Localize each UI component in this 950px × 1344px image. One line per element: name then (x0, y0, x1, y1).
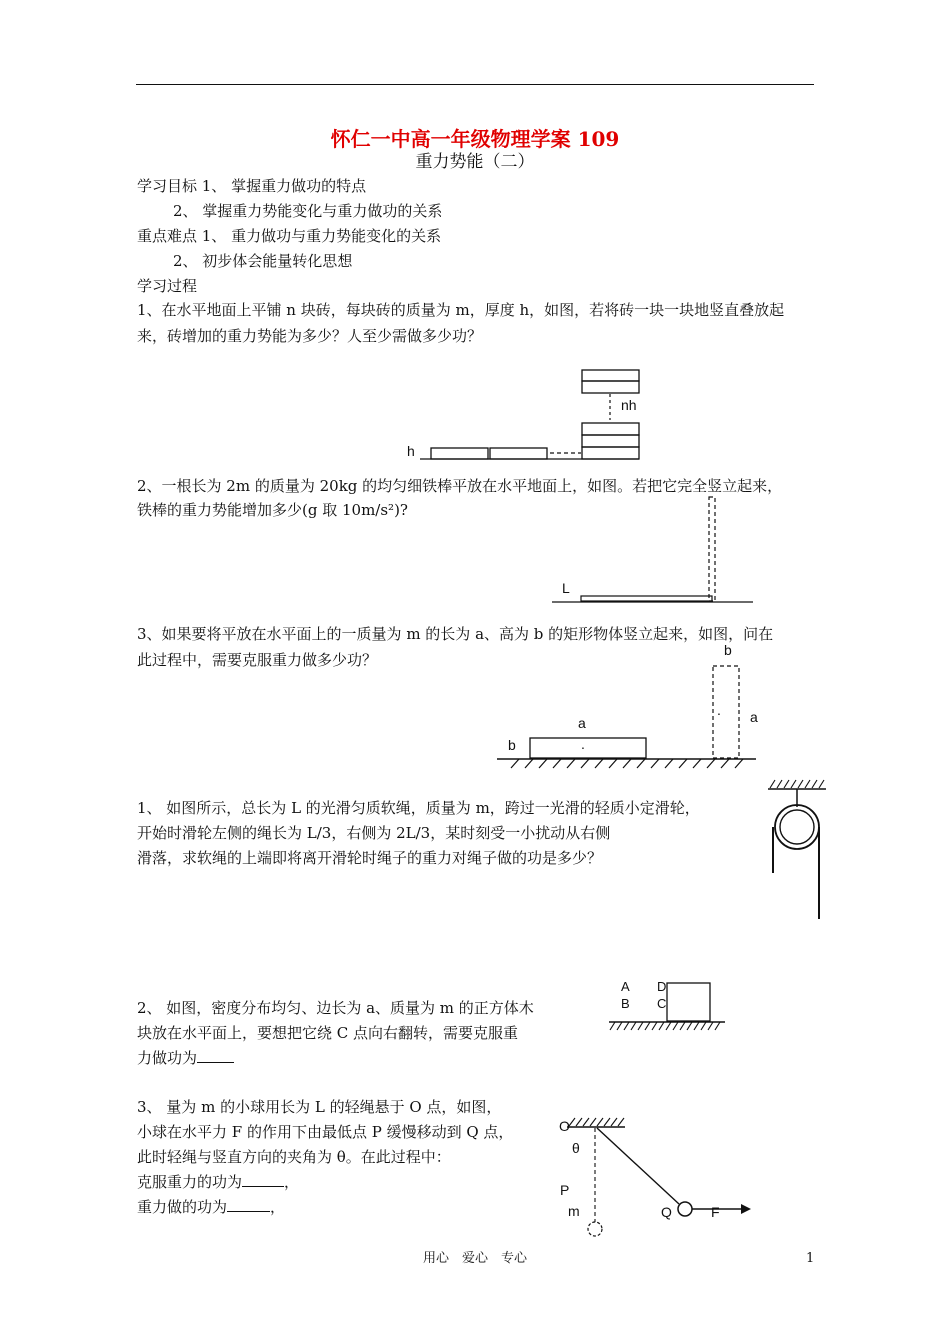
q1-line-1: 1、在水平地面上平铺 n 块砖，每块砖的质量为 m，厚度 h，如图，若将砖一块一块地竖直叠放起 (137, 301, 785, 319)
p3-line-5 (137, 1197, 285, 1217)
p3-prompt-gravity: 重力做的功为 (137, 1198, 228, 1216)
page-title: 怀仁一中高一年级物理学案 109 (330, 127, 620, 151)
flat-brick (490, 448, 547, 459)
p1-pulley-figure (760, 775, 830, 925)
force-arrow-head (741, 1204, 751, 1214)
label-nh: nh (621, 397, 637, 413)
p3-line-2: 小球在水平力 F 的作用下由最低点 P 缓慢移动到 Q 点， (137, 1123, 514, 1141)
p3-line-1: 3、 量为 m 的小球用长为 L 的轻绳悬于 O 点，如图， (137, 1098, 502, 1116)
stack-brick (582, 435, 639, 447)
p1-line-3: 滑落，求软绳的上端即将离开滑轮时绳子的重力对绳子做的功是多少？ (137, 849, 603, 867)
p3-pendulum-figure (555, 1110, 760, 1245)
q3-block-figure (495, 640, 770, 775)
footer-motto: 用心 爱心 专心 (422, 1251, 527, 1266)
upright-center-dot: . (717, 702, 721, 718)
flat-block (530, 738, 646, 758)
q2-line-1: 2、一根长为 2m 的质量为 20kg 的均匀细铁棒平放在水平地面上，如图。若把它完全竖立起来， (137, 477, 783, 495)
label-a-top: a (578, 715, 586, 731)
ceiling-hatch (770, 780, 824, 788)
page-number: 1 (806, 1251, 815, 1266)
label-b-top: b (724, 642, 732, 658)
label-O: O (559, 1118, 570, 1134)
stack-brick (582, 423, 639, 435)
p2-line-3 (137, 1048, 234, 1068)
ground-hatch (610, 1022, 720, 1030)
label-b-left: b (508, 737, 516, 753)
p3-answer-blank-1[interactable] (242, 1172, 284, 1187)
flat-center-dot: . (581, 736, 585, 752)
upright-rod-dashed (709, 497, 715, 601)
label-D: D (657, 979, 667, 994)
objective-1: 学习目标 1、 掌握重力做功的特点 (137, 177, 367, 195)
process-heading: 学习过程 (137, 277, 198, 295)
ball-at-Q (678, 1202, 692, 1216)
ceiling-hatch (569, 1118, 624, 1126)
page-subtitle: 重力势能（二） (415, 152, 535, 172)
p2-prompt: 力做功为 (137, 1049, 198, 1067)
label-m: m (568, 1203, 580, 1219)
q2-rod-figure (550, 492, 765, 607)
label-h: h (407, 443, 415, 459)
q3-line-2: 此过程中，需要克服重力做多少功？ (137, 651, 378, 669)
p2-answer-blank[interactable] (197, 1048, 234, 1063)
ground-hatch (511, 759, 743, 768)
flat-rod (581, 596, 712, 601)
difficulty-2: 2、 初步体会能量转化思想 (173, 252, 353, 270)
pulley-inner (780, 810, 814, 844)
string-to-Q (597, 1128, 679, 1204)
q1-line-2: 来，砖增加的重力势能为多少？人至少需做多少功？ (137, 327, 483, 345)
p3-line-4 (137, 1172, 299, 1192)
q1-bricks-figure (395, 360, 655, 465)
q2-line-2: 铁棒的重力势能增加多少(g 取 10m/s²)? (137, 501, 408, 519)
top-brick (582, 370, 639, 381)
pulley-wheel (775, 805, 819, 849)
label-C: C (657, 996, 667, 1011)
cube (667, 983, 710, 1021)
p3-line-3: 此时轻绳与竖直方向的夹角为 θ。在此过程中： (137, 1148, 451, 1166)
label-A: A (621, 979, 630, 994)
p2-line-1: 2、 如图，密度分布均匀、边长为 a、质量为 m 的正方体木 (137, 999, 534, 1017)
stack-brick (582, 447, 639, 459)
p3-prompt-overcome: 克服重力的功为 (137, 1173, 243, 1191)
ball-at-P-dashed (588, 1222, 602, 1236)
p3-comma-1: ， (284, 1173, 300, 1191)
p2-line-2: 块放在水平面上，要想把它绕 C 点向右翻转，需要克服重 (137, 1024, 519, 1042)
header-rule (136, 84, 814, 85)
difficulty-1: 重点难点 1、 重力做功与重力势能变化的关系 (137, 227, 442, 245)
p3-comma-2: ， (270, 1198, 286, 1216)
flat-brick (431, 448, 488, 459)
label-theta: θ (572, 1140, 580, 1156)
label-B: B (621, 996, 630, 1011)
p2-cube-figure (605, 975, 730, 1035)
label-a-right: a (750, 709, 758, 725)
p1-line-1: 1、 如图所示，总长为 L 的光滑匀质软绳，质量为 m，跨过一光滑的轻质小定滑轮， (137, 799, 700, 817)
label-Q: Q (661, 1204, 672, 1220)
top-brick (582, 381, 639, 393)
label-L: L (562, 580, 570, 596)
q3-line-1: 3、如果要将平放在水平面上的一质量为 m 的长为 a、高为 b 的矩形物体竖立起来，如图，问在 (137, 625, 774, 643)
objective-2: 2、 掌握重力势能变化与重力做功的关系 (173, 202, 443, 220)
label-F: F (711, 1204, 720, 1220)
label-P: P (560, 1182, 570, 1198)
p3-answer-blank-2[interactable] (227, 1197, 270, 1212)
p1-line-2: 开始时滑轮左侧的绳长为 L/3，右侧为 2L/3，某时刻受一小扰动从右侧 (137, 824, 611, 842)
